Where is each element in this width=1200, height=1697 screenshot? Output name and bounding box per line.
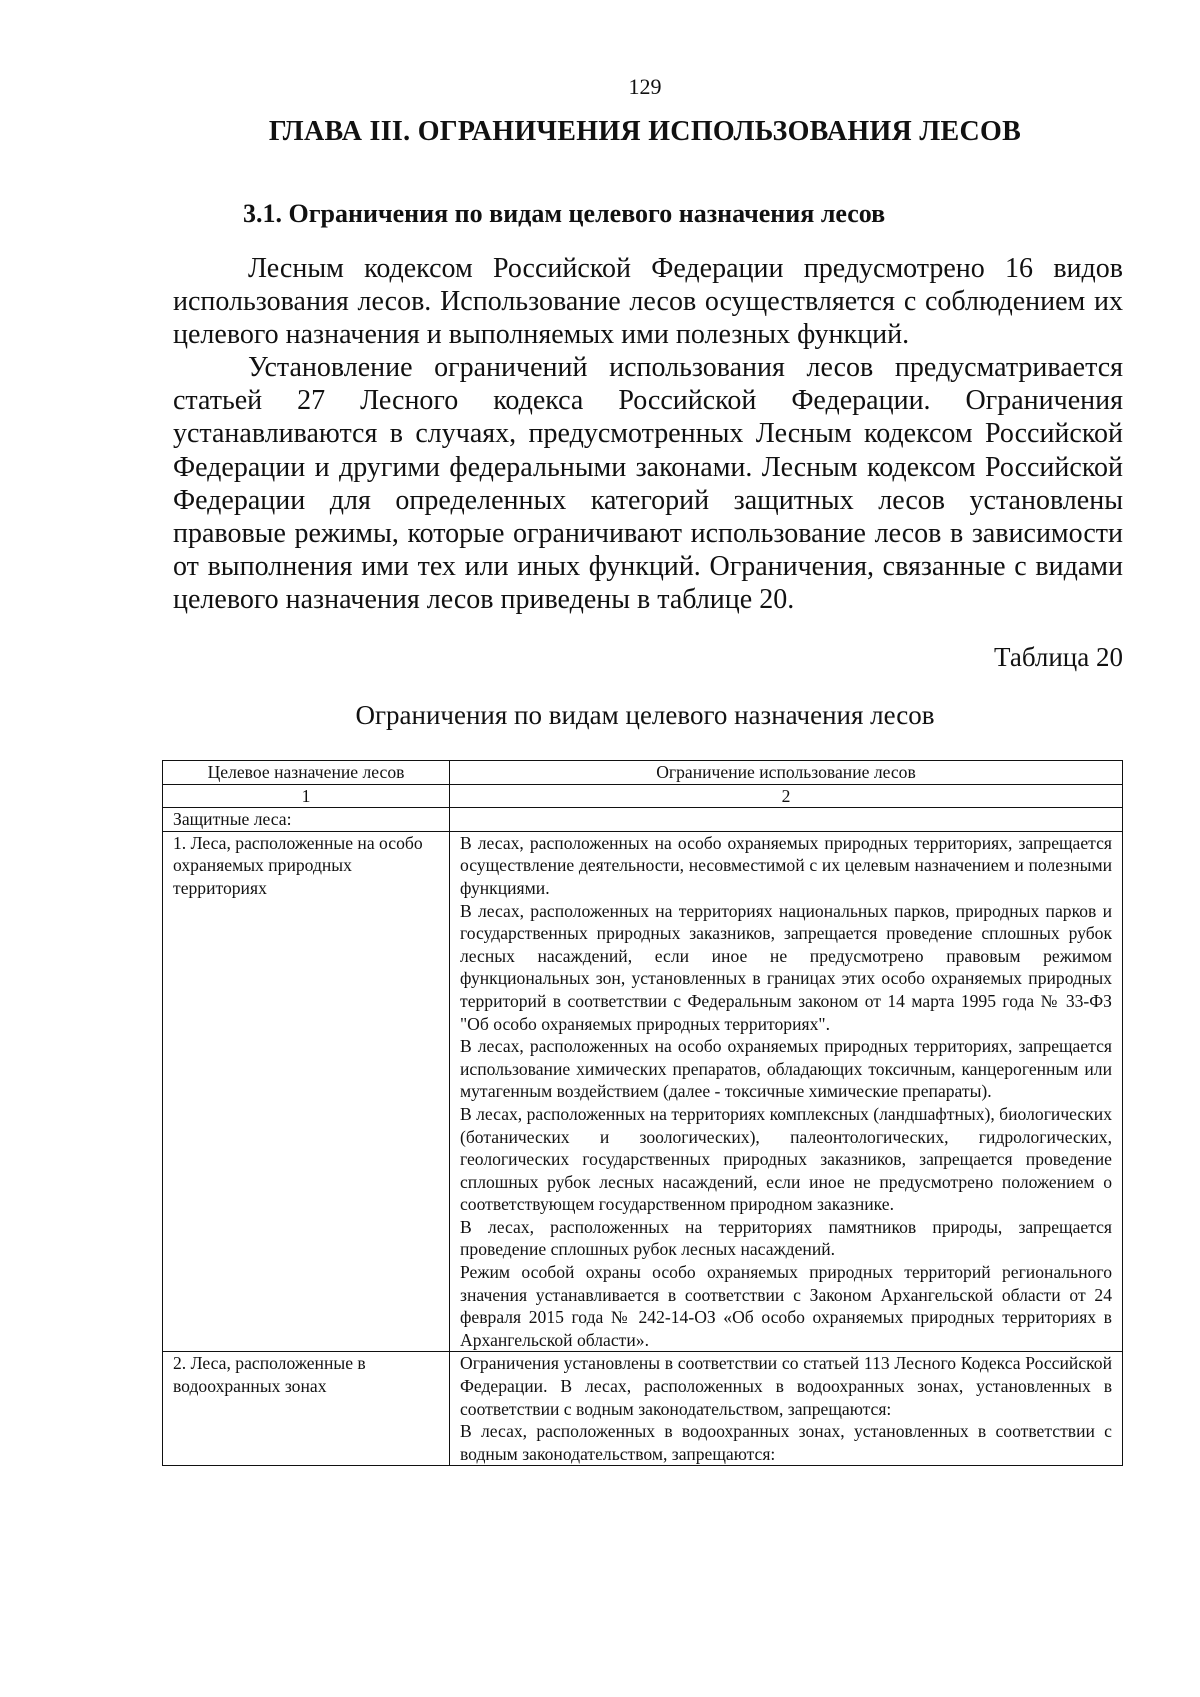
body-paragraph-2: Установление ограничений использования лесов предусматривается статьей 27 Лесного кодекса Российской Федерации. Ограничения устанавливаются в случаях, предусмотренных Лесным кодексом Российской Федерации и другими федеральными законами. Лесным кодексом Российской Федерации для определенных категорий защитных лесов установлены правовые режимы, которые ограничивают использование лесов в зависимости от выполнения ими тех или иных функций. Ограничения, связанные с видами целевого назначения лесов приведены в таблице 20.	[173, 352, 1123, 616]
column-number-row	[163, 784, 1123, 808]
restriction-text: В лесах, расположенных на особо охраняемых природных территориях, запрещается осуществление деятельности, несовместимой с их целевым назначением и полезными функциями.	[460, 832, 1112, 898]
table-row	[163, 831, 1123, 1352]
row-2-purpose: 2. Леса, расположенные в водоохранных зонах	[163, 1352, 450, 1466]
column-header-restriction: Ограничение использование лесов	[450, 761, 1123, 785]
restriction-text: В лесах, расположенных на территориях памятников природы, запрещается проведение сплошных рубок лесных насаждений.	[460, 1216, 1112, 1260]
restriction-text: Ограничения установлены в соответствии со статьей 113 Лесного Кодекса Российской Федерации. В лесах, расположенных в водоохранных зонах, установленных в соответствии с водным законодательством, запрещаются:	[460, 1353, 1112, 1419]
group-label: Защитные леса:	[163, 808, 450, 832]
section-title: 3.1. Ограничения по видам целевого назначения лесов	[243, 199, 886, 228]
column-number-1: 1	[163, 784, 450, 808]
table-row	[163, 1352, 1123, 1466]
restriction-text: В лесах, расположенных в водоохранных зонах, установленных в соответствии с водным законодательством, запрещаются:	[460, 1421, 1112, 1464]
column-number-2: 2	[450, 784, 1123, 808]
column-header-purpose: Целевое назначение лесов	[163, 761, 450, 785]
group-row	[163, 808, 1123, 832]
chapter-title: ГЛАВА III. ОГРАНИЧЕНИЯ ИСПОЛЬЗОВАНИЯ ЛЕСОВ	[268, 116, 1022, 147]
table-number: Таблица 20	[994, 642, 1123, 672]
group-empty-cell	[450, 808, 1123, 832]
row-1-restrictions	[450, 831, 1123, 1352]
table-title: Ограничения по видам целевого назначения лесов	[355, 700, 935, 730]
restriction-text: В лесах, расположенных на территориях национальных парков, природных парков и государственных природных заказников, запрещается проведение сплошных рубок лесных насаждений, если иное не предусмотрено правовым режимом функциональных зон, установленных в границах этих особо охраняемых природных территорий в соответствии с Федеральным законом от 14 марта 1995 года № 33-ФЗ "Об особо охраняемых природных территориях".	[460, 900, 1112, 1034]
restriction-text: В лесах, расположенных на особо охраняемых природных территориях, запрещается использование химических препаратов, обладающих токсичным, канцерогенным или мутагенным воздействием (далее - токсичные химические препараты).	[460, 1036, 1112, 1102]
row-1-purpose: 1. Леса, расположенные на особо охраняемых природных территориях	[163, 831, 450, 1352]
restriction-text: В лесах, расположенных на территориях комплексных (ландшафтных), биологических (ботанических и зоологических), палеонтологических, гидрологических, геологических государственных природных заказников, запрещается проведение сплошных рубок лесных насаждений, если иное не предусмотрено положением о соответствующем государственном природном заказнике.	[460, 1103, 1112, 1215]
row-2-restrictions	[450, 1352, 1123, 1466]
restriction-text: Режим особой охраны особо охраняемых природных территорий регионального значения устанавливается в соответствии с Законом Архангельской области от 24 февраля 2015 года № 242-14-ОЗ «Об особо охраняемых природных территориях в Архангельской области».	[460, 1262, 1112, 1350]
body-paragraph-1: Лесным кодексом Российской Федерации предусмотрено 16 видов использования лесов. Использование лесов осуществляется с соблюдением их целевого назначения и выполняемых ими полезных функций.	[173, 253, 1123, 351]
restrictions-table	[162, 760, 1123, 1466]
table-header-row	[163, 761, 1123, 785]
page-number: 129	[628, 74, 662, 99]
